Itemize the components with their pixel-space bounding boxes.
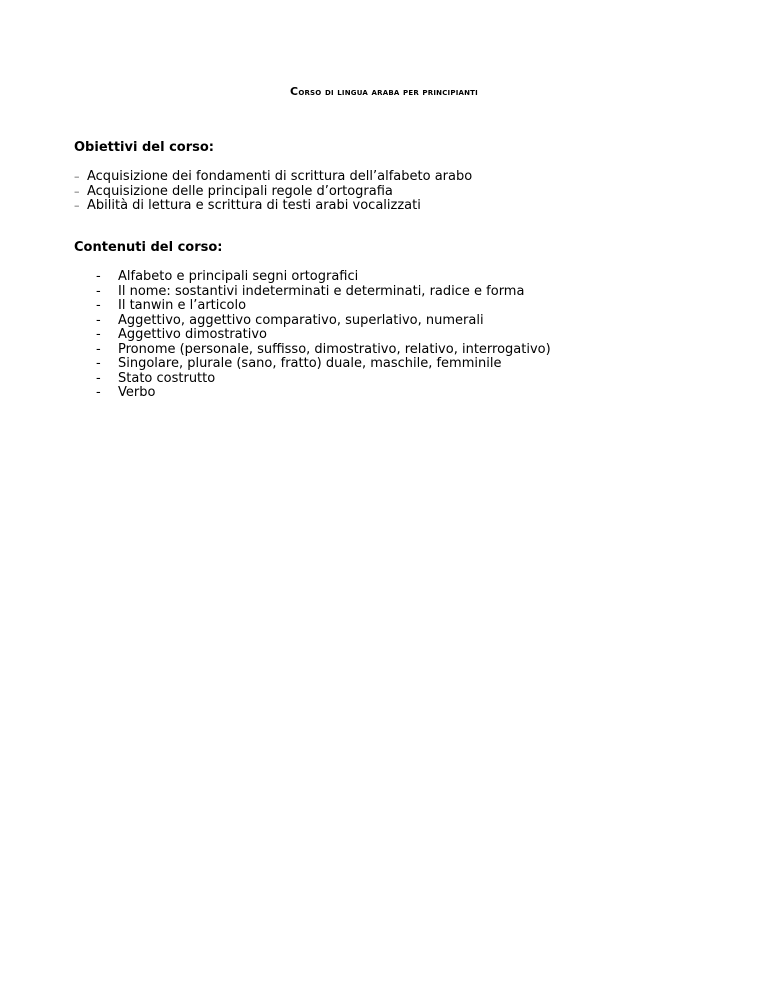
list-item-text: Abilità di lettura e scrittura di testi arabi vocalizzati bbox=[87, 198, 421, 213]
contenuti-list bbox=[96, 270, 551, 401]
list-item bbox=[96, 299, 551, 314]
document-title-rest: orso di lingua araba per principianti bbox=[298, 87, 478, 98]
hyphen-bullet: - bbox=[96, 312, 101, 328]
obiettivi-list bbox=[74, 170, 472, 214]
section-heading-contenuti: Contenuti del corso: bbox=[74, 240, 223, 255]
list-item bbox=[96, 343, 551, 358]
hyphen-bullet: - bbox=[96, 385, 101, 400]
list-item bbox=[74, 170, 472, 185]
list-item-text: Alfabeto e principali segni ortografici bbox=[118, 269, 359, 284]
list-item-text: Aggettivo, aggettivo comparativo, superlativo, numerali bbox=[118, 312, 484, 328]
section-heading-obiettivi: Obiettivi del corso: bbox=[74, 140, 214, 155]
dash-bullet: – bbox=[74, 184, 80, 198]
list-item bbox=[96, 314, 551, 329]
dash-bullet: – bbox=[74, 170, 80, 183]
hyphen-bullet: - bbox=[96, 356, 101, 371]
list-item-text: Verbo bbox=[118, 385, 156, 400]
list-item-text: Singolare, plurale (sano, fratto) duale, maschile, femminile bbox=[118, 356, 502, 371]
list-item bbox=[96, 270, 551, 285]
list-item bbox=[96, 386, 551, 401]
list-item-text: Acquisizione delle principali regole d’ortografia bbox=[87, 183, 393, 199]
hyphen-bullet: - bbox=[96, 283, 101, 299]
dash-bullet: – bbox=[74, 199, 80, 212]
hyphen-bullet: - bbox=[96, 370, 101, 386]
list-item-text: Il tanwin e l’articolo bbox=[118, 298, 247, 313]
hyphen-bullet: - bbox=[96, 269, 101, 284]
list-item-text: Stato costrutto bbox=[118, 370, 216, 386]
list-item bbox=[96, 372, 551, 387]
list-item-text: Acquisizione dei fondamenti di scrittura dell’alfabeto arabo bbox=[87, 169, 473, 184]
list-item bbox=[74, 199, 472, 214]
hyphen-bullet: - bbox=[96, 327, 101, 342]
list-item bbox=[96, 328, 551, 343]
list-item bbox=[96, 357, 551, 372]
document-title bbox=[0, 86, 768, 99]
hyphen-bullet: - bbox=[96, 298, 101, 313]
list-item bbox=[96, 285, 551, 300]
list-item-text: Pronome (personale, suffisso, dimostrativo, relativo, interrogativo) bbox=[118, 341, 551, 357]
list-item-text: Aggettivo dimostrativo bbox=[118, 327, 267, 342]
list-item bbox=[74, 185, 472, 200]
document-title-initial: C bbox=[290, 85, 299, 98]
hyphen-bullet: - bbox=[96, 341, 101, 357]
list-item-text: Il nome: sostantivi indeterminati e determinati, radice e forma bbox=[118, 283, 525, 299]
